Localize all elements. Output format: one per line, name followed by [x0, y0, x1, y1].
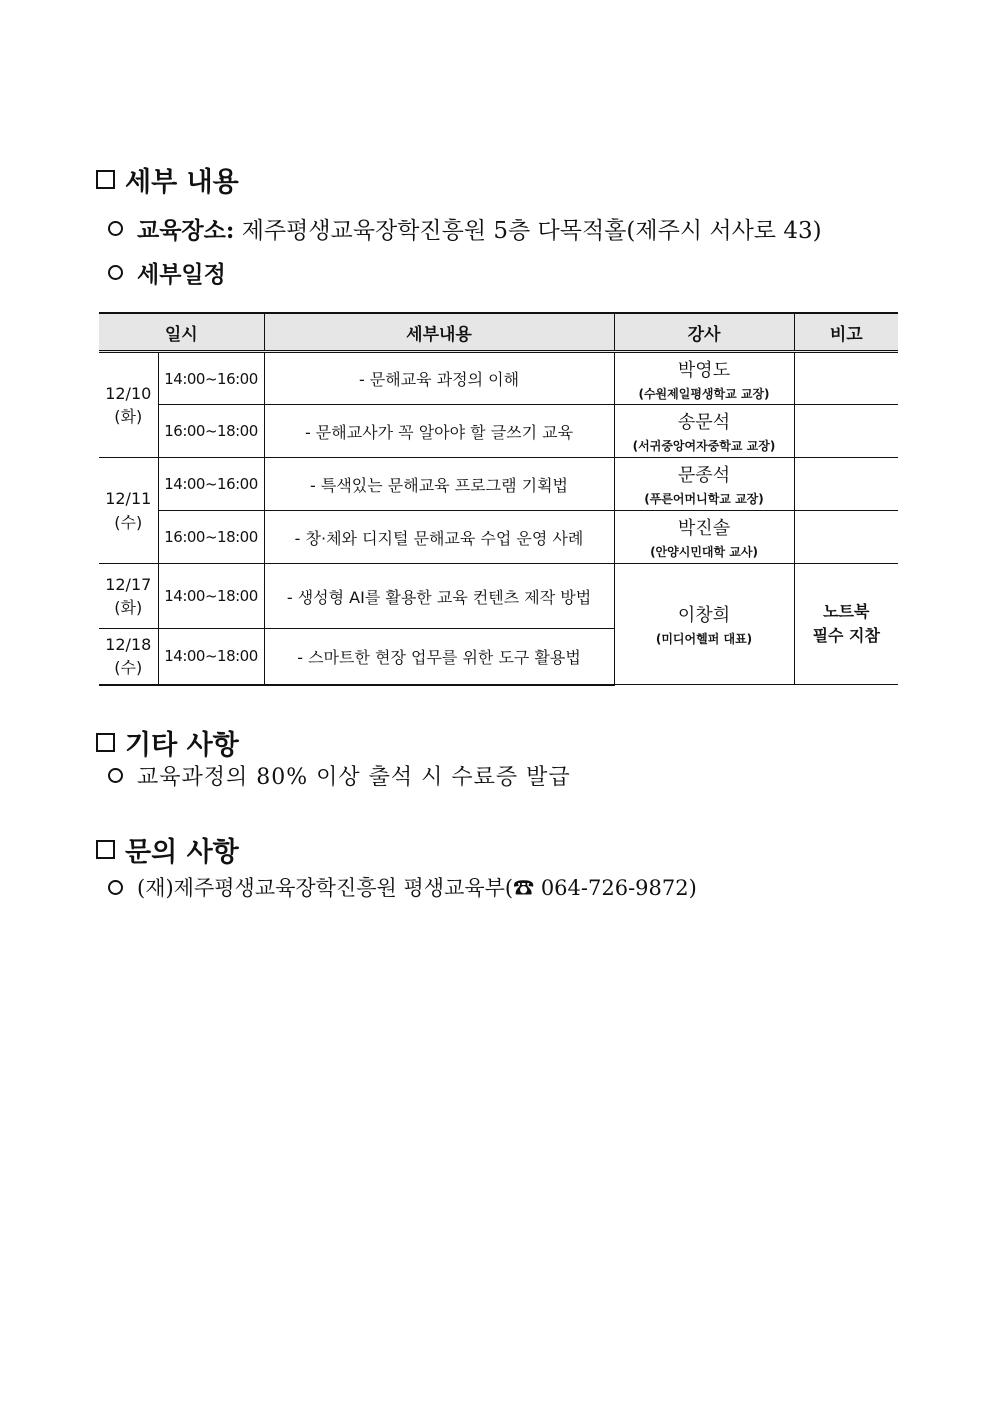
header-instructor: 강사 [614, 313, 794, 352]
instructor-org: (수원제일평생학교 교장) [638, 386, 770, 401]
content-cell: - 문해교사가 꼭 알아야 할 글쓰기 교육 [264, 405, 614, 458]
square-bullet-icon [96, 733, 115, 752]
schedule-table [99, 312, 898, 686]
date: 12/17 [105, 574, 152, 594]
header-note: 비고 [794, 313, 898, 352]
table-row [99, 458, 898, 511]
date: 12/11 [105, 489, 152, 509]
day: (수) [114, 658, 143, 678]
date-cell [99, 564, 158, 629]
note-cell [794, 405, 898, 458]
note-cell [794, 564, 898, 685]
circle-bullet-icon [108, 768, 123, 783]
instructor-org: (푸른어머니학교 교장) [644, 492, 764, 506]
venue-line [108, 212, 822, 245]
circle-bullet-icon [108, 880, 123, 895]
table-row [99, 511, 898, 564]
instructor-cell [614, 564, 794, 685]
content-cell: - 문해교육 과정의 이해 [264, 352, 614, 405]
header-datetime: 일시 [99, 313, 264, 352]
date-cell [99, 629, 158, 685]
note-line: 노트북 [823, 602, 870, 621]
time-cell: 14:00~18:00 [158, 564, 264, 629]
instructor-org: (안양시민대학 교사) [650, 545, 758, 559]
time-cell: 14:00~16:00 [158, 458, 264, 511]
section-heading-etc [96, 723, 239, 762]
date-cell [99, 352, 158, 458]
day: (화) [114, 407, 143, 426]
etc-line [108, 760, 571, 791]
instructor-name: 문종석 [677, 465, 731, 486]
schedule-line [108, 256, 226, 289]
venue-label: 교육장소: [137, 217, 235, 244]
instructor-cell [614, 458, 794, 511]
date-cell [99, 458, 158, 564]
date: 12/10 [105, 383, 152, 403]
time-cell: 16:00~18:00 [158, 405, 264, 458]
circle-bullet-icon [108, 265, 123, 280]
content-cell: - 생성형 AI를 활용한 교육 컨텐츠 제작 방법 [264, 564, 614, 629]
day: (수) [114, 512, 143, 532]
inquiry-line [108, 872, 697, 902]
note-line: 필수 지참 [812, 626, 880, 645]
table-header-row [99, 313, 898, 352]
table-row [99, 405, 898, 458]
square-bullet-icon [96, 840, 115, 859]
inquiry-prefix: (재)제주평생교육장학진흥원 평생교육부( [137, 876, 514, 900]
time-cell: 16:00~18:00 [158, 511, 264, 564]
content-cell: - 스마트한 현장 업무를 위한 도구 활용법 [264, 629, 614, 685]
content-cell: - 특색있는 문해교육 프로그램 기획법 [264, 458, 614, 511]
header-content: 세부내용 [264, 313, 614, 352]
section-title: 문의 사항 [125, 837, 239, 868]
instructor-name: 박진솔 [677, 518, 731, 539]
table-row [99, 352, 898, 405]
note-cell [794, 511, 898, 564]
time-cell: 14:00~18:00 [158, 629, 264, 685]
instructor-cell [614, 352, 794, 405]
instructor-cell [614, 405, 794, 458]
note-cell [794, 352, 898, 405]
time-cell: 14:00~16:00 [158, 352, 264, 405]
venue-value: 제주평생교육장학진흥원 5층 다목적홀(제주시 서사로 43) [241, 218, 822, 244]
note-cell [794, 458, 898, 511]
square-bullet-icon [96, 170, 115, 189]
date: 12/18 [105, 635, 152, 655]
section-heading-inquiry [96, 830, 239, 869]
phone-icon: ☎ [513, 876, 535, 900]
circle-bullet-icon [108, 221, 123, 236]
instructor-name: 이창희 [677, 605, 731, 626]
instructor-name: 송문석 [677, 412, 731, 433]
instructor-org: (서귀중앙여자중학교 교장) [632, 439, 776, 453]
day: (화) [114, 598, 143, 617]
instructor-cell [614, 511, 794, 564]
instructor-name: 박영도 [677, 359, 731, 381]
instructor-org: (미디어헬퍼 대표) [655, 632, 753, 646]
inquiry-phone: 064-726-9872) [540, 876, 697, 900]
table-row [99, 564, 898, 629]
section-title: 세부 내용 [125, 167, 239, 198]
section-title: 기타 사항 [125, 730, 239, 761]
etc-item: 교육과정의 80% 이상 출석 시 수료증 발급 [137, 765, 571, 790]
schedule-label: 세부일정 [137, 261, 226, 288]
section-heading-details [96, 160, 239, 199]
content-cell: - 창·체와 디지털 문해교육 수업 운영 사례 [264, 511, 614, 564]
